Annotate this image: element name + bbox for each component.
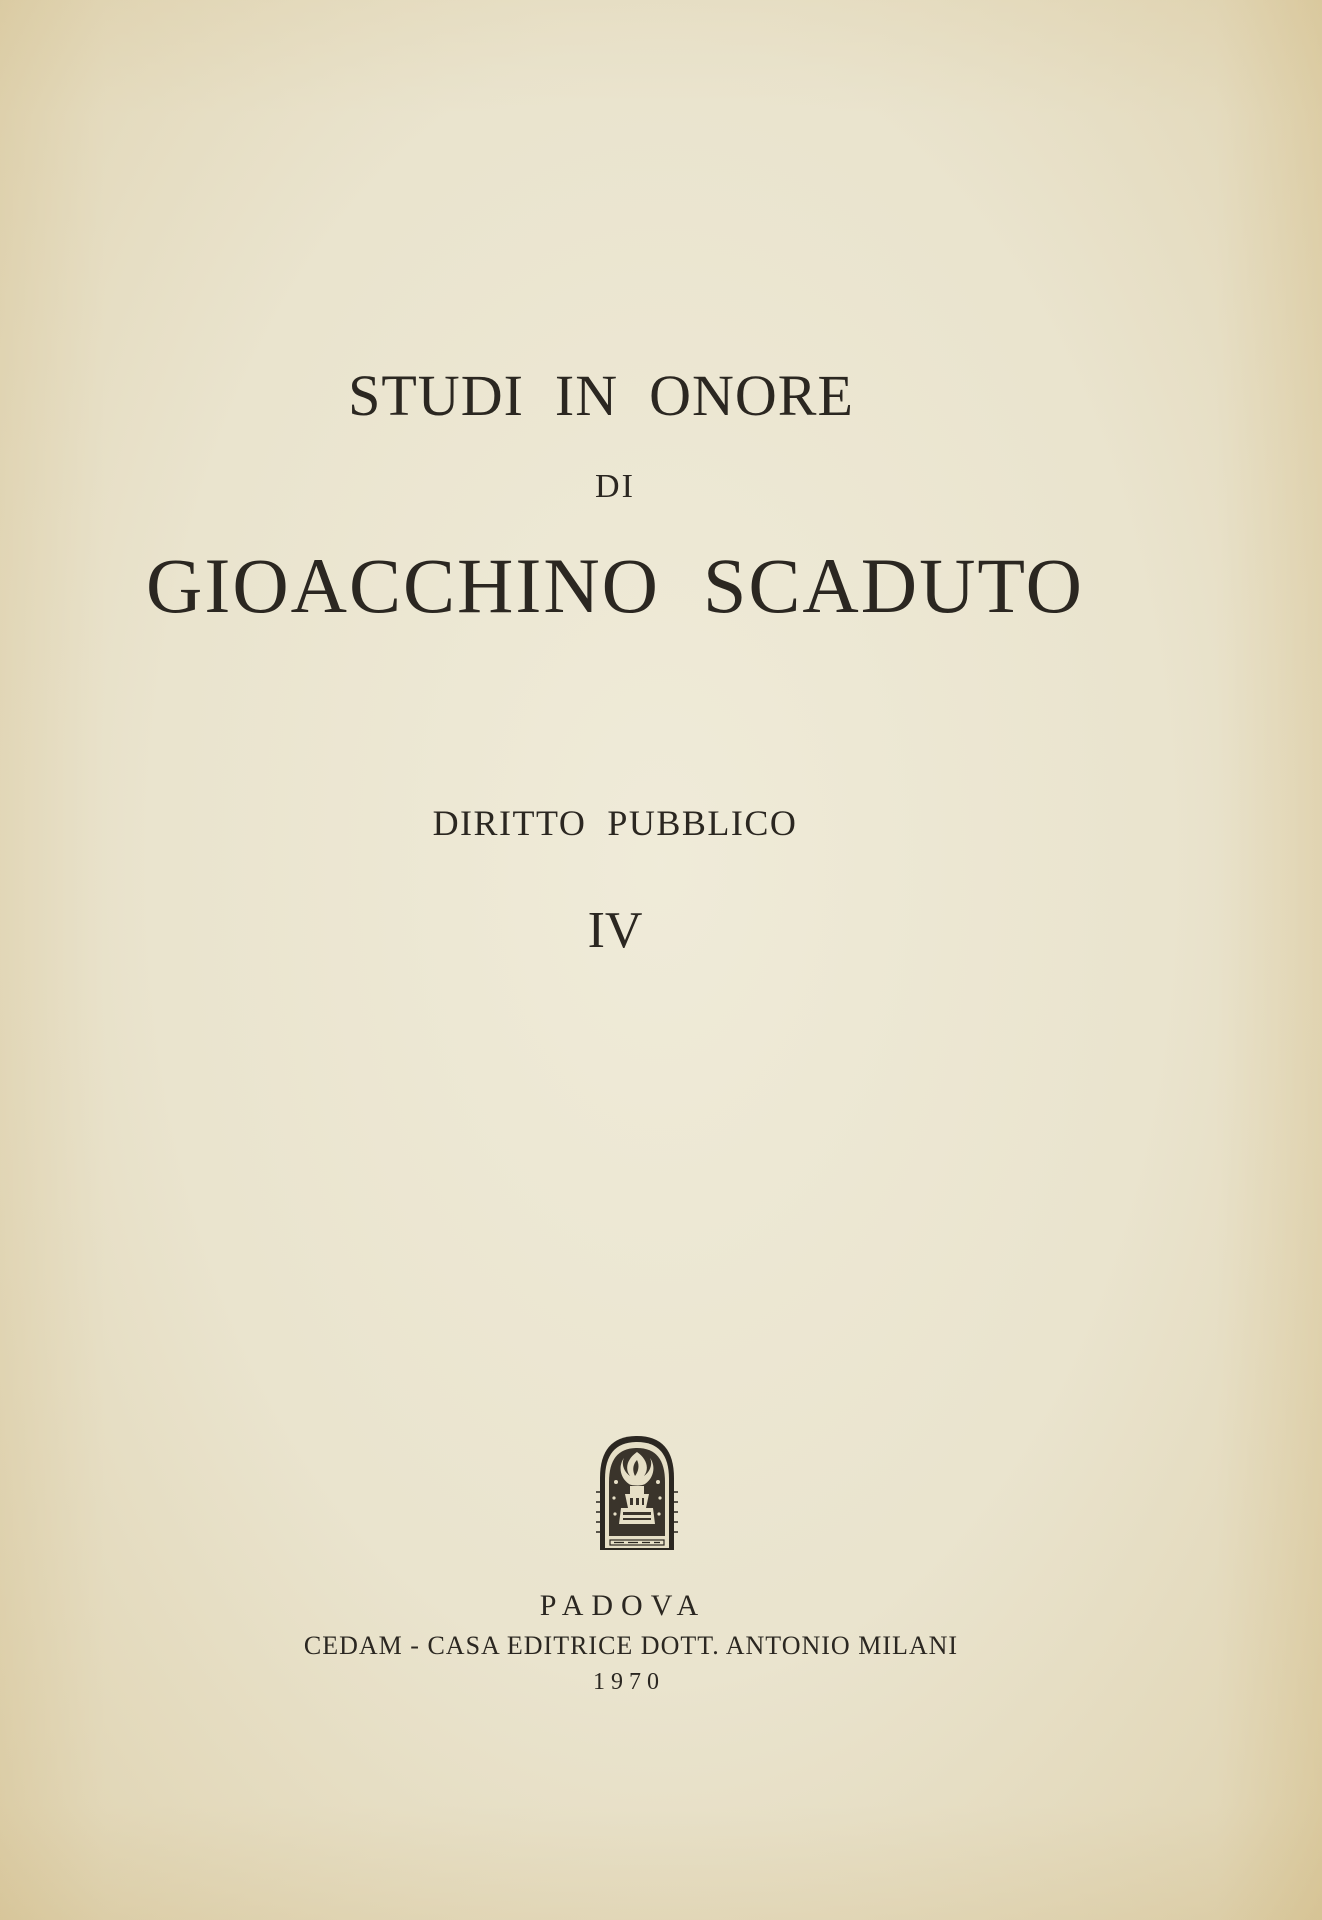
preposition: DI — [595, 468, 635, 505]
imprint-year: 1970 — [593, 1669, 665, 1695]
honoree-name: GIOACCHINO SCADUTO — [146, 542, 1084, 629]
volume-number: IV — [587, 902, 643, 959]
imprint-city: PADOVA — [539, 1589, 707, 1622]
subject-heading: DIRITTO PUBBLICO — [432, 803, 798, 843]
imprint-publisher: CEDAM - CASA EDITRICE DOTT. ANTONIO MILANI — [303, 1631, 959, 1660]
series-title: STUDI IN ONORE — [348, 363, 854, 428]
publisher-emblem-icon — [594, 1432, 680, 1554]
